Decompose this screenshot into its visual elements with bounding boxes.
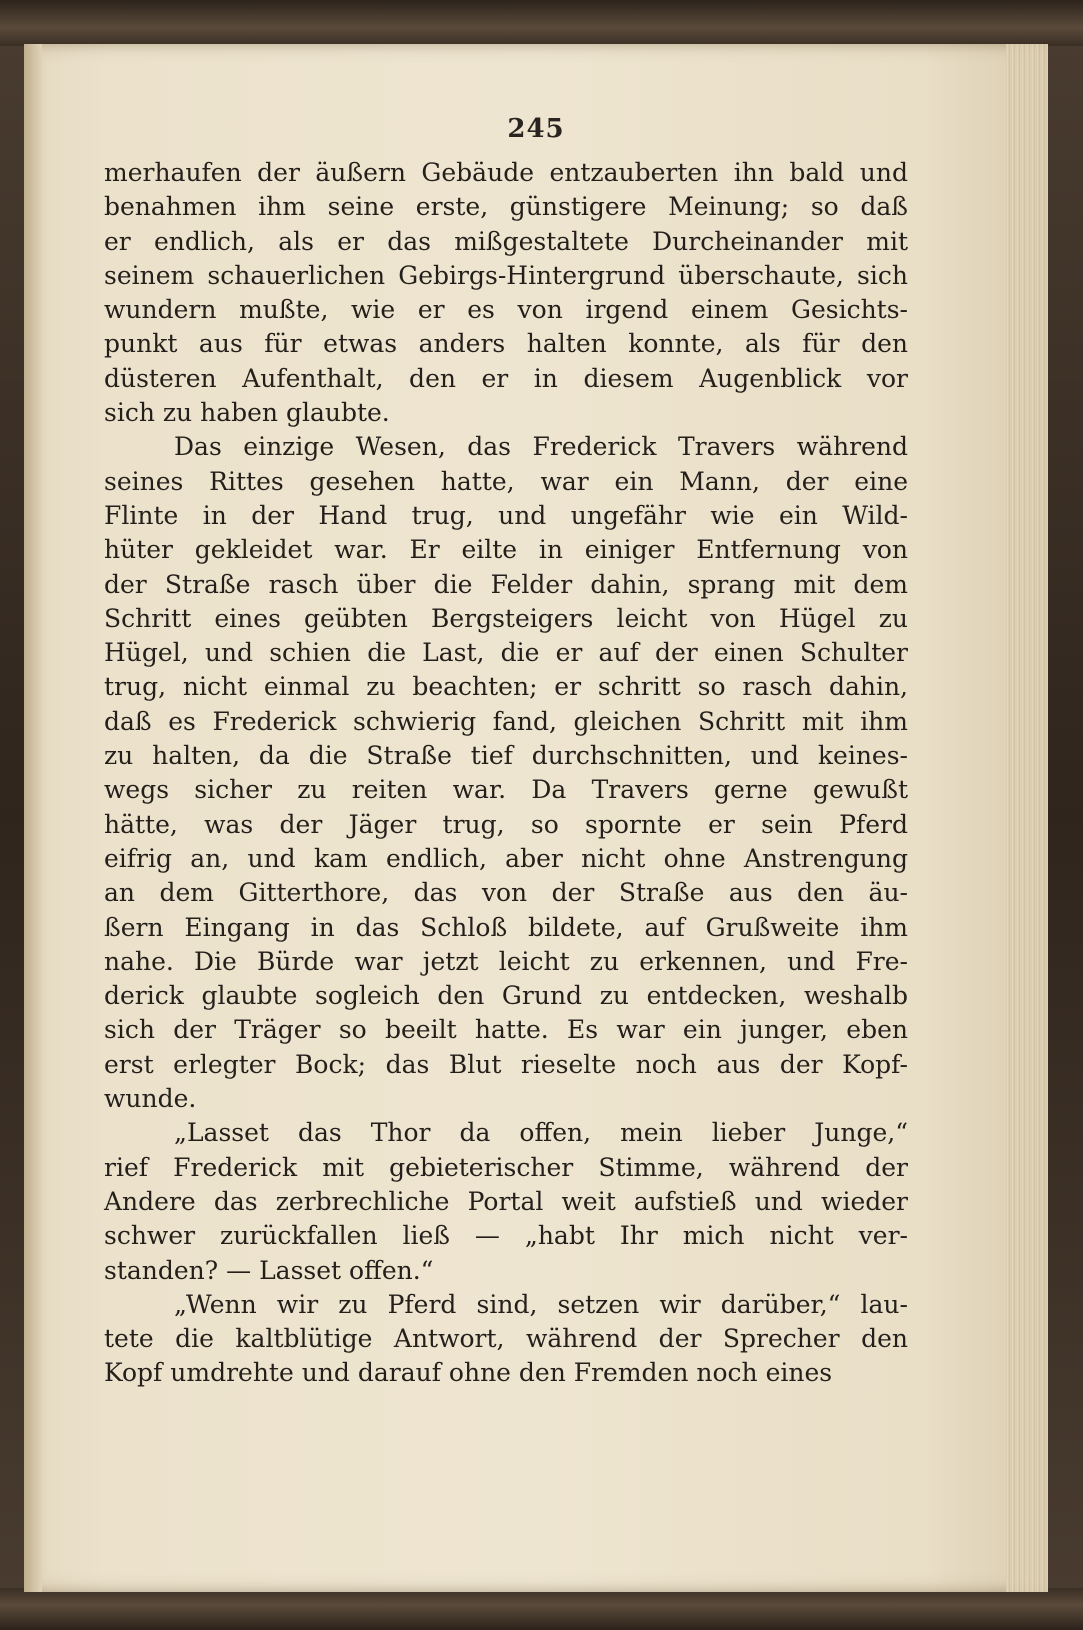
text-line: zu halten, da die Straße tief durchschnitten, und keines-	[104, 741, 908, 771]
text-line: rief Frederick mit gebieterischer Stimme, während der	[104, 1152, 908, 1182]
text-line: „Wenn wir zu Pferd sind, setzen wir darüber,“ lau-	[174, 1289, 908, 1319]
text-line: benahmen ihm seine erste, günstigere Meinung; so daß	[104, 192, 908, 222]
text-line: er endlich, als er das mißgestaltete Durcheinander mit	[104, 226, 908, 256]
text-line: nahe. Die Bürde war jetzt leicht zu erkennen, und Fre-	[104, 946, 908, 976]
text-line: seines Rittes gesehen hatte, war ein Mann, der eine	[104, 466, 908, 496]
paragraph	[104, 156, 908, 430]
text-line: hüter gekleidet war. Er eilte in einiger Entfernung von	[104, 535, 908, 565]
text-line: standen? — Lasset offen.“	[104, 1255, 434, 1285]
text-line: Kopf umdrehte und darauf ohne den Fremden noch eines	[104, 1358, 833, 1388]
text-line: hätte, was der Jäger trug, so spornte er sein Pferd	[104, 809, 908, 839]
text-line: wundern mußte, wie er es von irgend einem Gesichts-	[104, 295, 908, 325]
text-line: eifrig an, und kam endlich, aber nicht ohne Anstrengung	[104, 843, 908, 873]
text-line: tete die kaltblütige Antwort, während der Sprecher den	[104, 1324, 908, 1354]
body-text	[104, 156, 908, 1391]
page-gutter	[24, 44, 42, 1592]
text-line: trug, nicht einmal zu beachten; er schritt so rasch dahin,	[104, 672, 908, 702]
text-line: Schritt eines geübten Bergsteigers leicht von Hügel zu	[104, 603, 908, 633]
text-line: düsteren Aufenthalt, den er in diesem Augenblick vor	[104, 363, 908, 393]
text-line: derick glaubte sogleich den Grund zu entdecken, weshalb	[104, 981, 908, 1011]
book-binding-bottom	[0, 1588, 1083, 1630]
text-line: Flinte in der Hand trug, und ungefähr wie ein Wild-	[104, 500, 908, 530]
paragraph	[104, 430, 908, 1116]
paragraph	[104, 1288, 908, 1391]
text-line: erst erlegter Bock; das Blut rieselte noch aus der Kopf-	[104, 1049, 908, 1079]
text-line: Andere das zerbrechliche Portal weit aufstieß und wieder	[104, 1186, 908, 1216]
text-line: sich zu haben glaubte.	[104, 398, 390, 428]
text-line: der Straße rasch über die Felder dahin, sprang mit dem	[104, 569, 908, 599]
book-binding-top	[0, 0, 1083, 46]
page-edges	[1006, 44, 1048, 1592]
text-line: seinem schauerlichen Gebirgs-Hintergrund überschaute, sich	[104, 260, 908, 290]
text-line: ßern Eingang in das Schloß bildete, auf Grußweite ihm	[104, 912, 908, 942]
text-line: an dem Gitterthore, das von der Straße aus den äu-	[104, 878, 908, 908]
text-line: daß es Frederick schwierig fand, gleichen Schritt mit ihm	[104, 706, 908, 736]
text-line: schwer zurückfallen ließ — „habt Ihr mich nicht ver-	[104, 1221, 908, 1251]
text-line: Das einzige Wesen, das Frederick Travers während	[174, 432, 908, 462]
paragraph	[104, 1116, 908, 1287]
book-page	[24, 44, 1048, 1592]
text-line: wunde.	[104, 1084, 197, 1114]
text-line: merhaufen der äußern Gebäude entzauberten ihn bald und	[104, 158, 908, 187]
text-line: punkt aus für etwas anders halten konnte, als für den	[104, 329, 908, 359]
text-line: wegs sicher zu reiten war. Da Travers gerne gewußt	[104, 775, 908, 805]
text-line: „Lasset das Thor da offen, mein lieber Junge,“	[174, 1118, 908, 1148]
text-line: sich der Träger so beeilt hatte. Es war ein junger, eben	[104, 1015, 908, 1045]
page-number: 245	[507, 114, 565, 144]
text-line: Hügel, und schien die Last, die er auf der einen Schulter	[104, 638, 908, 668]
